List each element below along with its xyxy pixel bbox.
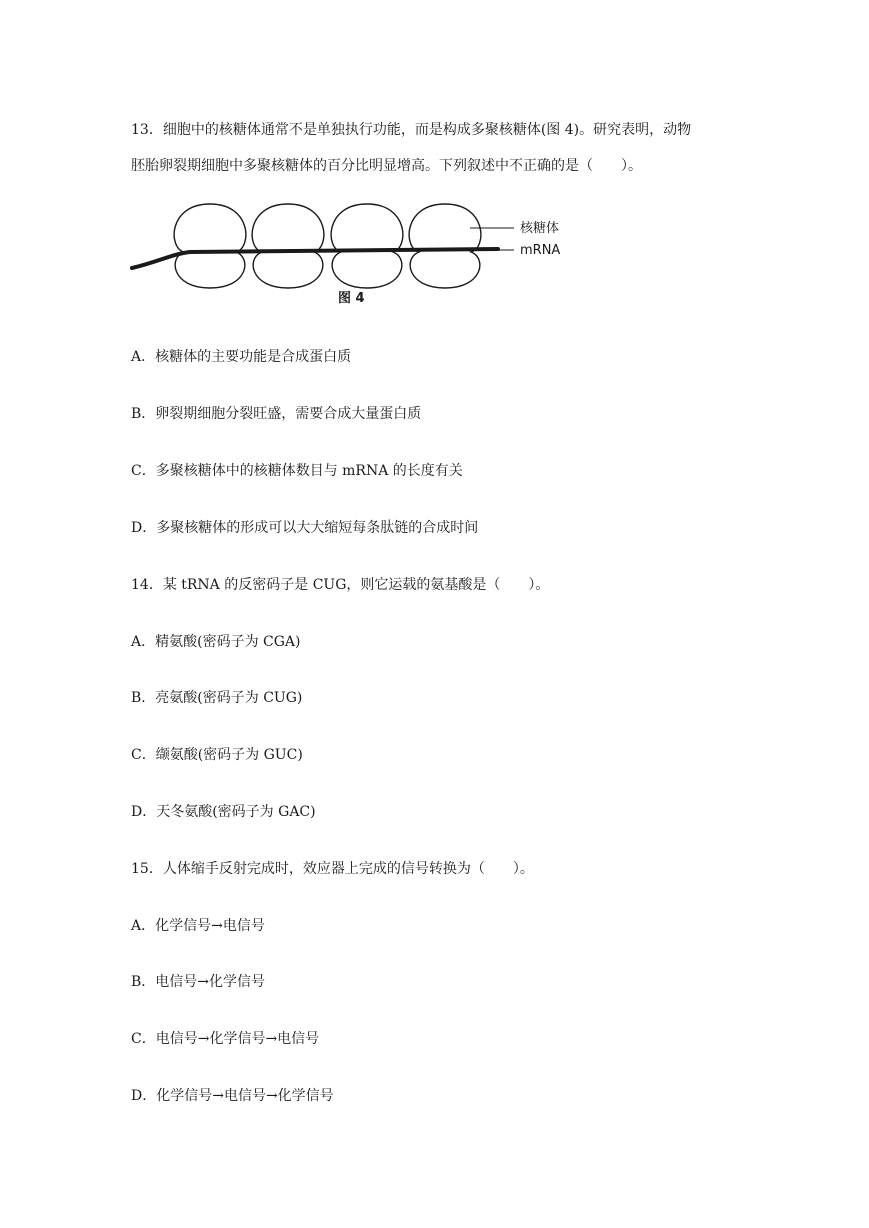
- question-14-option-d: D．天冬氨酸(密码子为 GAC): [131, 804, 316, 820]
- question-13-option-c: C．多聚核糖体中的核糖体数目与 mRNA 的长度有关: [131, 463, 463, 479]
- question-14-stem: 14．某 tRNA 的反密码子是 CUG，则它运载的氨基酸是（ ）。: [131, 577, 550, 593]
- ribosome-2: [252, 204, 324, 288]
- ribosome-3: [331, 204, 403, 288]
- question-15-option-c: C．电信号→化学信号→电信号: [131, 1031, 320, 1047]
- question-13-stem-line-2: 胚胎卵裂期细胞中多聚核糖体的百分比明显增高。下列叙述中不正确的是（ ）。: [131, 158, 642, 174]
- question-13-stem-line-1: 13．细胞中的核糖体通常不是单独执行功能，而是构成多聚核糖体(图 4)。研究表明，动物: [131, 122, 692, 138]
- figure-caption: 图 4: [338, 291, 365, 306]
- question-14-option-c: C．缬氨酸(密码子为 GUC): [131, 747, 303, 763]
- question-13-option-d: D．多聚核糖体的形成可以大大缩短每条肽链的合成时间: [131, 520, 479, 536]
- question-15-option-b: B．电信号→化学信号: [131, 974, 266, 990]
- ribosome-1: [174, 204, 246, 288]
- question-13-option-a: A．核糖体的主要功能是合成蛋白质: [131, 349, 352, 365]
- question-15-option-d: D．化学信号→电信号→化学信号: [131, 1088, 334, 1104]
- ribosome-label: 核糖体: [520, 221, 560, 236]
- question-15-stem: 15．人体缩手反射完成时，效应器上完成的信号转换为（ ）。: [131, 861, 534, 877]
- ribosome-group: [174, 204, 481, 288]
- question-14-option-b: B．亮氨酸(密码子为 CUG): [131, 690, 303, 706]
- question-13-option-b: B．卵裂期细胞分裂旺盛，需要合成大量蛋白质: [131, 406, 422, 422]
- polyribosome-figure: [128, 196, 588, 316]
- mrna-label: mRNA: [520, 243, 561, 258]
- question-15-option-a: A．化学信号→电信号: [131, 918, 265, 934]
- question-14-option-a: A．精氨酸(密码子为 CGA): [131, 634, 301, 650]
- ribosome-4: [409, 204, 481, 288]
- mrna-strand: [132, 249, 498, 268]
